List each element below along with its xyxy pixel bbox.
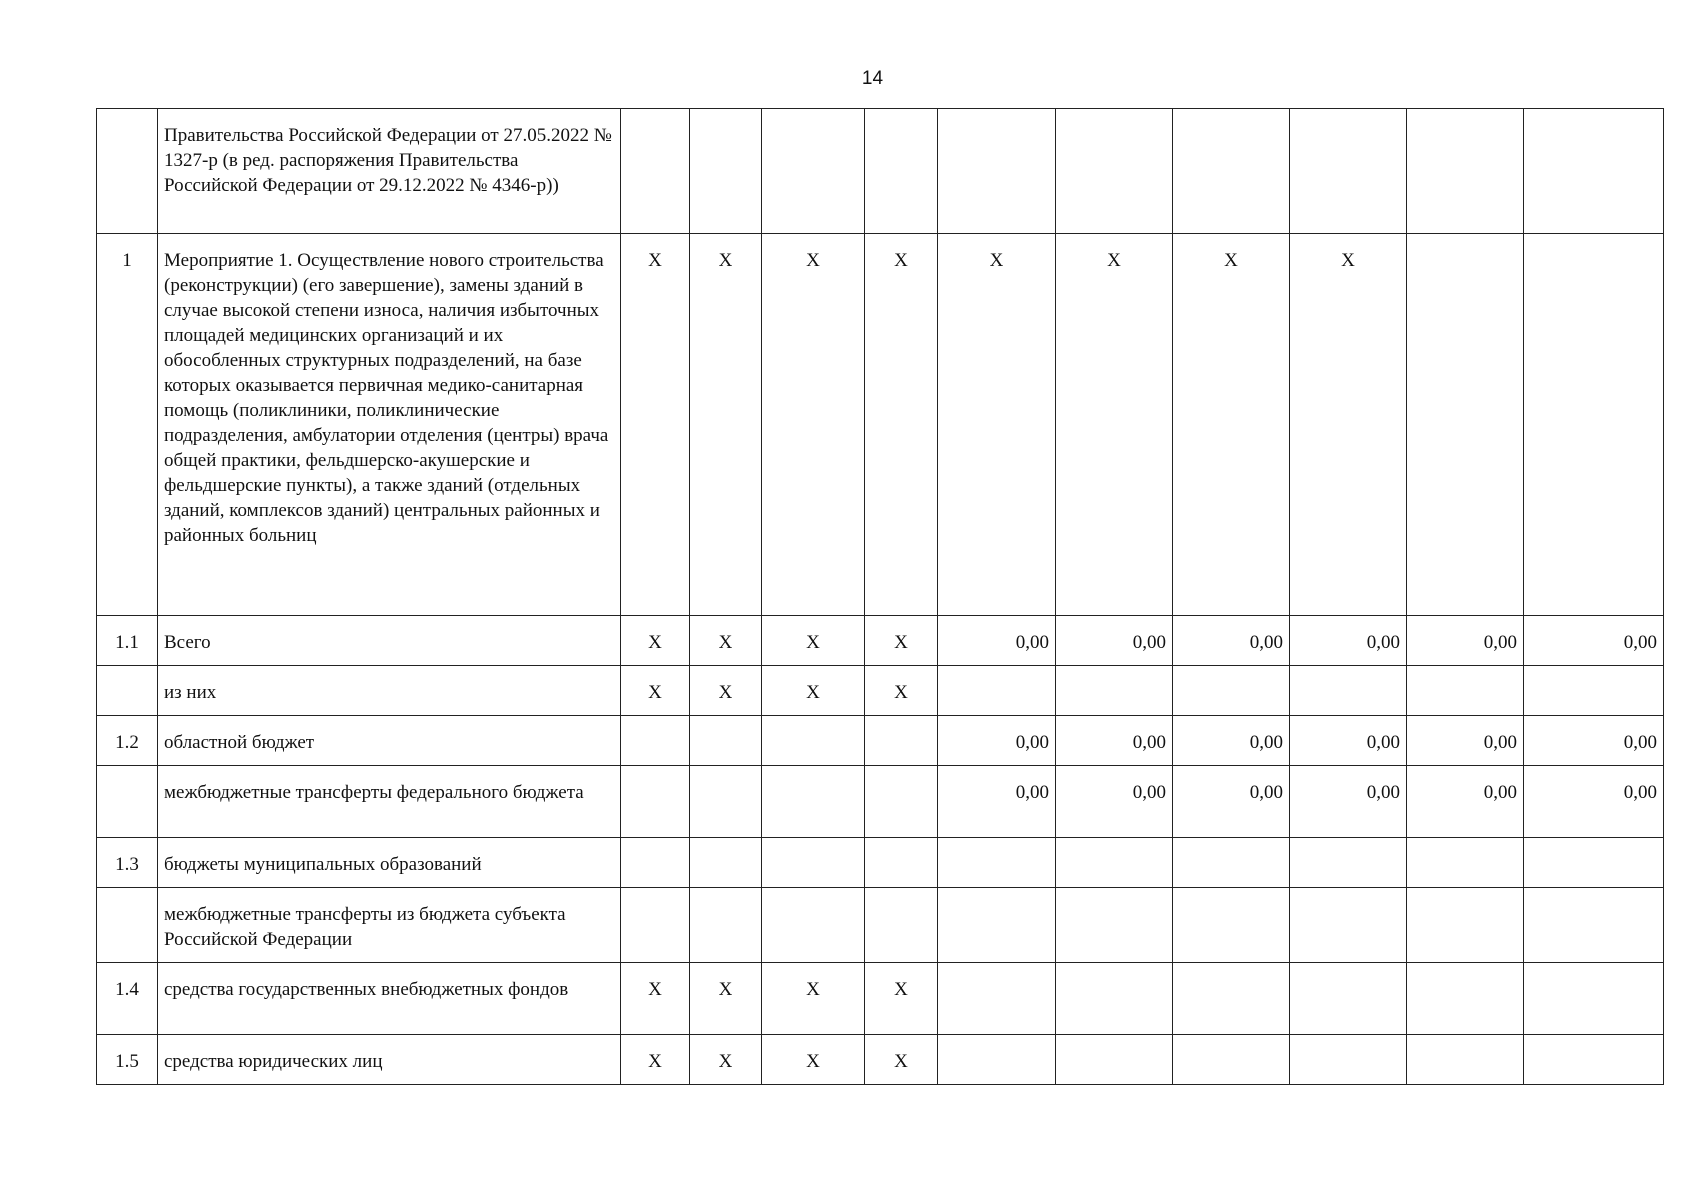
- value-cell: 0,00: [1524, 716, 1664, 766]
- row-description: из них: [158, 666, 621, 716]
- empty-cell: [938, 1035, 1056, 1085]
- empty-cell: [1524, 838, 1664, 888]
- table-row: [97, 1035, 1664, 1085]
- empty-cell: [1407, 888, 1524, 963]
- empty-cell: [1524, 963, 1664, 1035]
- empty-cell: [690, 838, 762, 888]
- value-cell: 0,00: [1290, 716, 1407, 766]
- table-row: [97, 109, 1664, 234]
- table-body: [97, 109, 1664, 1085]
- empty-cell: [1056, 888, 1173, 963]
- row-number: [97, 666, 158, 716]
- empty-cell: [762, 716, 865, 766]
- row-description: средства юридических лиц: [158, 1035, 621, 1085]
- table-row: [97, 234, 1664, 616]
- table-row: [97, 963, 1664, 1035]
- empty-cell: [762, 838, 865, 888]
- value-cell: 0,00: [1173, 616, 1290, 666]
- empty-cell: [1290, 109, 1407, 234]
- empty-cell: [1290, 838, 1407, 888]
- empty-cell: [1056, 666, 1173, 716]
- empty-cell: [1290, 666, 1407, 716]
- value-cell: 0,00: [1056, 766, 1173, 838]
- empty-cell: [865, 109, 938, 234]
- row-description: Правительства Российской Федерации от 27.05.2022 № 1327-р (в ред. распоряжения Правительства Российской Федерации от 29.12.2022 № 4346-р)): [158, 109, 621, 234]
- value-cell: 0,00: [1056, 716, 1173, 766]
- empty-cell: [1407, 234, 1524, 616]
- empty-cell: [1524, 888, 1664, 963]
- cross-mark-cell: X: [762, 963, 865, 1035]
- row-number: [97, 766, 158, 838]
- cross-mark-cell: X: [1173, 234, 1290, 616]
- row-number: 1.5: [97, 1035, 158, 1085]
- empty-cell: [1173, 1035, 1290, 1085]
- value-cell: 0,00: [938, 716, 1056, 766]
- empty-cell: [1056, 109, 1173, 234]
- cross-mark-cell: X: [690, 666, 762, 716]
- cross-mark-cell: X: [621, 234, 690, 616]
- value-cell: 0,00: [1173, 766, 1290, 838]
- page-number: 14: [861, 68, 884, 89]
- row-number: [97, 109, 158, 234]
- row-description: Мероприятие 1. Осуществление нового строительства (реконструкции) (его завершение), замены зданий в случае высокой степени износа, наличия избыточных площадей медицинских организаций и их обособленных структурных подразделений, на базе которых оказывается первичная медико-санитарная помощь (поликлиники, поликлинические подразделения, амбулатории отделения (центры) врача общей практики, фельдшерско-акушерские и фельдшерские пункты), а также зданий (отдельных зданий, комплексов зданий) центральных районных и районных больниц: [158, 234, 621, 616]
- budget-table: [96, 108, 1664, 1085]
- empty-cell: [865, 838, 938, 888]
- empty-cell: [690, 109, 762, 234]
- empty-cell: [690, 766, 762, 838]
- row-description: областной бюджет: [158, 716, 621, 766]
- row-number: 1.3: [97, 838, 158, 888]
- cross-mark-cell: X: [621, 666, 690, 716]
- cross-mark-cell: X: [690, 616, 762, 666]
- row-description: межбюджетные трансферты из бюджета субъекта Российской Федерации: [158, 888, 621, 963]
- empty-cell: [1056, 838, 1173, 888]
- empty-cell: [1056, 1035, 1173, 1085]
- empty-cell: [1407, 666, 1524, 716]
- row-number: 1.4: [97, 963, 158, 1035]
- empty-cell: [1173, 838, 1290, 888]
- cross-mark-cell: X: [690, 963, 762, 1035]
- empty-cell: [1173, 963, 1290, 1035]
- empty-cell: [938, 963, 1056, 1035]
- cross-mark-cell: X: [1056, 234, 1173, 616]
- cross-mark-cell: X: [621, 1035, 690, 1085]
- value-cell: 0,00: [1173, 716, 1290, 766]
- row-description: средства государственных внебюджетных фондов: [158, 963, 621, 1035]
- empty-cell: [690, 888, 762, 963]
- empty-cell: [1407, 1035, 1524, 1085]
- table-row: [97, 888, 1664, 963]
- value-cell: 0,00: [1407, 616, 1524, 666]
- cross-mark-cell: X: [865, 666, 938, 716]
- cross-mark-cell: X: [762, 666, 865, 716]
- empty-cell: [1407, 109, 1524, 234]
- table-row: [97, 838, 1664, 888]
- empty-cell: [1524, 234, 1664, 616]
- empty-cell: [938, 109, 1056, 234]
- value-cell: 0,00: [1524, 766, 1664, 838]
- table-row: [97, 716, 1664, 766]
- value-cell: 0,00: [1407, 716, 1524, 766]
- value-cell: 0,00: [1056, 616, 1173, 666]
- table-row: [97, 616, 1664, 666]
- empty-cell: [1524, 109, 1664, 234]
- empty-cell: [1407, 963, 1524, 1035]
- row-description: межбюджетные трансферты федерального бюджета: [158, 766, 621, 838]
- empty-cell: [938, 888, 1056, 963]
- empty-cell: [1407, 838, 1524, 888]
- empty-cell: [621, 888, 690, 963]
- empty-cell: [762, 888, 865, 963]
- row-description: бюджеты муниципальных образований: [158, 838, 621, 888]
- empty-cell: [621, 109, 690, 234]
- empty-cell: [865, 716, 938, 766]
- cross-mark-cell: X: [865, 616, 938, 666]
- cross-mark-cell: X: [690, 1035, 762, 1085]
- value-cell: 0,00: [1290, 766, 1407, 838]
- cross-mark-cell: X: [762, 1035, 865, 1085]
- empty-cell: [1290, 888, 1407, 963]
- row-description: Всего: [158, 616, 621, 666]
- cross-mark-cell: X: [690, 234, 762, 616]
- row-number: 1.2: [97, 716, 158, 766]
- empty-cell: [621, 766, 690, 838]
- value-cell: 0,00: [1524, 616, 1664, 666]
- cross-mark-cell: X: [762, 234, 865, 616]
- empty-cell: [865, 766, 938, 838]
- value-cell: 0,00: [1407, 766, 1524, 838]
- cross-mark-cell: X: [621, 963, 690, 1035]
- empty-cell: [865, 888, 938, 963]
- empty-cell: [938, 838, 1056, 888]
- cross-mark-cell: X: [865, 234, 938, 616]
- cross-mark-cell: X: [621, 616, 690, 666]
- empty-cell: [1173, 666, 1290, 716]
- empty-cell: [1173, 888, 1290, 963]
- empty-cell: [621, 716, 690, 766]
- value-cell: 0,00: [938, 766, 1056, 838]
- cross-mark-cell: X: [938, 234, 1056, 616]
- row-number: [97, 888, 158, 963]
- empty-cell: [1524, 666, 1664, 716]
- empty-cell: [762, 766, 865, 838]
- value-cell: 0,00: [1290, 616, 1407, 666]
- empty-cell: [690, 716, 762, 766]
- empty-cell: [762, 109, 865, 234]
- empty-cell: [938, 666, 1056, 716]
- table-row: [97, 666, 1664, 716]
- value-cell: 0,00: [938, 616, 1056, 666]
- row-number: 1.1: [97, 616, 158, 666]
- cross-mark-cell: X: [762, 616, 865, 666]
- table-row: [97, 766, 1664, 838]
- row-number: 1: [97, 234, 158, 616]
- empty-cell: [1290, 1035, 1407, 1085]
- empty-cell: [1290, 963, 1407, 1035]
- cross-mark-cell: X: [865, 963, 938, 1035]
- empty-cell: [1524, 1035, 1664, 1085]
- empty-cell: [1173, 109, 1290, 234]
- empty-cell: [1056, 963, 1173, 1035]
- empty-cell: [621, 838, 690, 888]
- cross-mark-cell: X: [1290, 234, 1407, 616]
- cross-mark-cell: X: [865, 1035, 938, 1085]
